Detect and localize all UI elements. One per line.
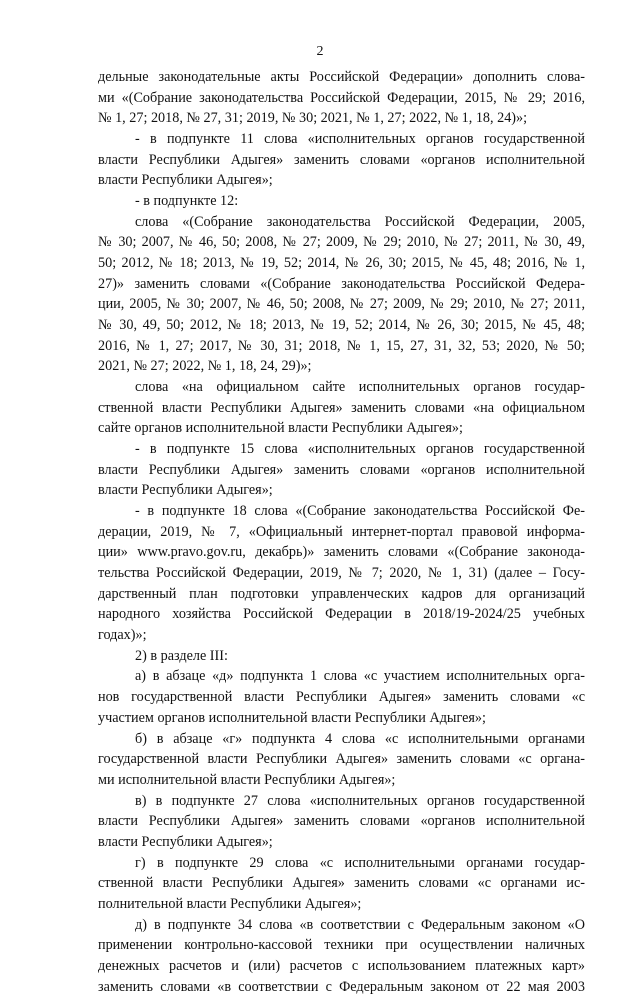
text-line: ственной власти Республики Адыгея» заменить словами «с органами ис- [98, 875, 585, 892]
text-line: 27)» заменить словами «(Собрание законодательства Российской Федера- [98, 275, 585, 292]
text-line: народного хозяйства Российской Федерации в 2018/19-2024/25 учебных [98, 606, 585, 623]
text-line: власти Республики Адыгея» заменить словами «органов исполнительной [98, 813, 585, 830]
text-line: № 30, 49, 50; 2012, № 18; 2013, № 19, 52; 2014, № 26, 30; 2015, № 45, 48; [98, 317, 585, 334]
text-line: власти Республики Адыгея»; [98, 833, 273, 850]
text-line: дельные законодательные акты Российской Федерации» дополнить слова- [98, 69, 585, 85]
text-line: д) в подпункте 34 слова «в соответствии с Федеральным законом «О [135, 916, 585, 933]
text-line: ми исполнительной власти Республики Адыгея»; [98, 771, 396, 788]
text-line: 2021, № 27; 2022, № 1, 18, 24, 29)»; [98, 358, 312, 375]
text-line: 2016, № 1, 27; 2017, № 30, 31; 2018, № 1, 15, 27, 31, 32, 53; 2020, № 50; [98, 337, 585, 354]
page-number: 2 [316, 44, 324, 59]
text-line: власти Республики Адыгея»; [98, 172, 273, 189]
text-line: ции, 2005, № 30; 2007, № 46, 50; 2008, № 27; 2009, № 29; 2010, № 27; 2011, [98, 296, 585, 313]
text-line: государственной власти Республики Адыгея» заменить словами «с органа- [98, 751, 585, 768]
document-body [98, 67, 585, 997]
text-line: ции» www.pravo.gov.ru, декабрь)» заменить словами «(Собрание законода- [98, 544, 585, 561]
text-line: ственной власти Республики Адыгея» заменить словами «на официальном [98, 399, 585, 416]
text-line: заменить словами «в соответствии с Федеральным законом от 22 мая 2003 [98, 978, 585, 995]
text-line: слова «(Собрание законодательства Российской Федерации, 2005, [135, 213, 585, 230]
text-line: слова «на официальном сайте исполнительных органов государ- [135, 379, 585, 396]
text-line: власти Республики Адыгея»; [98, 482, 273, 499]
text-line: в) в подпункте 27 слова «исполнительных органов государственной [135, 792, 585, 809]
text-line: годах)»; [98, 627, 147, 644]
text-line: применении контрольно-кассовой техники при осуществлении наличных [98, 937, 585, 954]
text-line: а) в абзаце «д» подпункта 1 слова «с участием исполнительных орга- [135, 668, 585, 685]
text-line: нов государственной власти Республики Адыгея» заменить словами «с [98, 689, 585, 706]
text-line: № 1, 27; 2018, № 27, 31; 2019, № 30; 2021, № 1, 27; 2022, № 1, 18, 24)»; [98, 110, 528, 127]
text-line: полнительной власти Республики Адыгея»; [98, 895, 362, 912]
text-line: участием органов исполнительной власти Республики Адыгея»; [98, 709, 486, 726]
text-line: дарственный план подготовки управленческих кадров для организаций [98, 585, 585, 602]
text-line: тельства Российской Федерации, 2019, № 7; 2020, № 1, 31) (далее – Госу- [98, 565, 585, 582]
text-line: б) в абзаце «г» подпункта 4 слова «с исполнительными органами [135, 730, 585, 747]
text-line: власти Республики Адыгея» заменить словами «органов исполнительной [98, 461, 585, 478]
text-line: денежных расчетов и (или) расчетов с использованием платежных карт» [98, 957, 585, 974]
text-line: дерации, 2019, № 7, «Официальный интернет-портал правовой информа- [98, 523, 585, 540]
text-line: власти Республики Адыгея» заменить словами «органов исполнительной [98, 151, 585, 168]
text-line: г) в подпункте 29 слова «с исполнительными органами государ- [135, 854, 585, 871]
text-line: ми «(Собрание законодательства Российской Федерации, 2015, № 29; 2016, [98, 89, 585, 106]
text-line: - в подпункте 18 слова «(Собрание законодательства Российской Фе- [135, 503, 585, 520]
text-line: - в подпункте 12: [135, 193, 239, 210]
text-line: № 30; 2007, № 46, 50; 2008, № 27; 2009, № 29; 2010, № 27; 2011, № 30, 49, [98, 234, 585, 251]
text-line: - в подпункте 15 слова «исполнительных органов государственной [135, 441, 585, 458]
text-line: сайте органов исполнительной власти Республики Адыгея»; [98, 420, 463, 437]
text-line: 50; 2012, № 18; 2013, № 19, 52; 2014, № 26, 30; 2015, № 45, 48; 2016, № 1, [98, 255, 585, 272]
text-line: - в подпункте 11 слова «исполнительных органов государственной [135, 131, 585, 148]
text-line: 2) в разделе III: [135, 647, 228, 664]
